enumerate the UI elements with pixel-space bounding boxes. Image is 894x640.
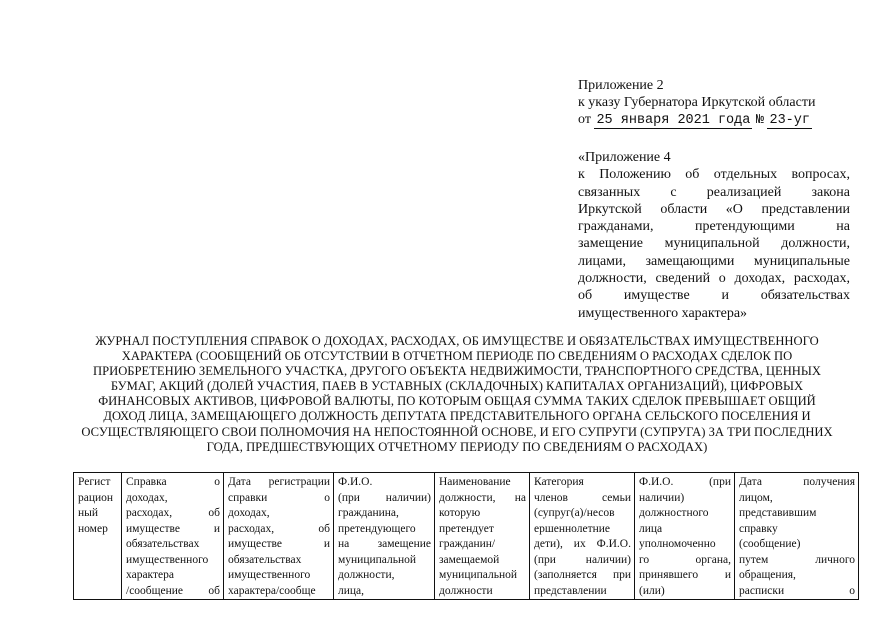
column-header-line: (супруг(а)/несов	[534, 507, 615, 519]
decree-date: 25 января 2021 года	[596, 113, 751, 128]
column-header-line: (при наличии)	[338, 491, 431, 504]
appendix4-block	[578, 149, 850, 322]
column-header-line: членов семьи	[534, 491, 631, 504]
appendix2-date-number	[578, 111, 815, 129]
column-header-line: Наименование	[439, 476, 511, 488]
column-header-line: характера	[126, 569, 174, 581]
column-header-6	[530, 473, 635, 600]
column-header-line: Дата получения	[739, 476, 855, 488]
column-header-line: доходах,	[126, 491, 168, 504]
column-header-5	[435, 473, 530, 600]
appendix4-line: замещение муниципальной должности,	[578, 236, 850, 252]
column-header-line: (или)	[639, 584, 665, 597]
column-header-line: должности	[439, 584, 493, 597]
column-header-line: Дата регистрации	[228, 476, 330, 488]
decree-number: 23-уг	[769, 113, 810, 128]
column-header-line: лица,	[338, 584, 365, 597]
column-header-line: путем личного	[739, 553, 855, 566]
column-header-line: которую	[439, 507, 481, 519]
column-header-line: доходах,	[228, 507, 270, 519]
appendix4-line: лицами, замещающими муниципальные	[578, 253, 850, 269]
column-header-line: лицом,	[739, 491, 773, 504]
column-header-line: ершеннолетние	[534, 522, 611, 535]
column-header-line: характера/сообще	[228, 584, 316, 597]
journal-title	[62, 334, 852, 455]
column-header-line: номер	[78, 522, 108, 535]
column-header-line: принявшего и	[639, 569, 731, 581]
column-header-line: имущественного	[126, 553, 209, 566]
table-header-row	[74, 473, 859, 600]
column-header-line: (сообщение)	[739, 538, 801, 550]
column-header-line: Регист	[78, 476, 111, 488]
appendix2-block	[578, 77, 815, 129]
column-header-line: имущественного	[228, 569, 311, 581]
column-header-2	[122, 473, 224, 600]
appendix4-line: об имуществе и обязательствах	[578, 288, 850, 304]
column-header-line: Справка о	[126, 476, 220, 488]
column-header-line: (при наличии)	[534, 553, 631, 566]
column-header-line: дети), их Ф.И.О.	[534, 538, 631, 550]
journal-title-line: ХАРАКТЕРА (СООБЩЕНИЙ ОБ ОТСУТСТВИИ В ОТЧЕТНОМ ПЕРИОДЕ ПО СВЕДЕНИЯМ О РАСХОДАХ СДЕЛОК ПО	[121, 349, 793, 364]
column-header-3	[224, 473, 334, 600]
appendix4-line: имущественного характера»	[578, 305, 748, 321]
column-header-line: Ф.И.О. (при	[639, 476, 731, 488]
appendix2-reference: к указу Губернатора Иркутской области	[578, 95, 816, 110]
journal-title-line: ФИНАНСОВЫХ АКТИВОВ, ЦИФРОВОЙ ВАЛЮТЫ, ПО КОТОРЫМ ОБЩАЯ СУММА ТАКИХ СДЕЛОК ПРЕВЫШАЕТ ОБЩИЙ	[98, 394, 816, 409]
from-label: от	[578, 112, 591, 127]
column-header-line: расходах, об	[228, 522, 330, 535]
journal-title-line: БУМАГ, АКЦИЙ (ДОЛЕЙ УЧАСТИЯ, ПАЕВ В УСТАВНЫХ (СКЛАДОЧНЫХ) КАПИТАЛАХ ОРГАНИЗАЦИЙ), ЦИФРОВЫХ	[110, 379, 804, 394]
column-header-line: гражданин/	[439, 538, 496, 550]
column-header-line: муниципальной	[439, 569, 518, 581]
column-header-line: ный	[78, 507, 99, 519]
column-header-line: должности, на	[439, 491, 526, 504]
appendix2-title: Приложение 2	[578, 78, 664, 93]
column-header-line: обязательствах	[126, 538, 200, 550]
column-header-line: имуществе и	[228, 538, 330, 550]
column-header-line: го органа,	[639, 553, 731, 566]
journal-title-line: ЖУРНАЛ ПОСТУПЛЕНИЯ СПРАВОК О ДОХОДАХ, РАСХОДАХ, ОБ ИМУЩЕСТВЕ И ОБЯЗАТЕЛЬСТВАХ ИМУЩЕСТВЕННОГО	[95, 334, 819, 348]
appendix4-line: к Положению об отдельных вопросах,	[578, 167, 850, 183]
appendix4-line: связанных с реализацией закона	[578, 184, 850, 200]
column-header-line: справку	[739, 522, 778, 535]
column-header-line: расходах, об	[126, 507, 220, 519]
column-header-line: лица	[639, 522, 663, 535]
column-header-line: муниципальной	[338, 553, 417, 566]
column-header-line: наличии)	[639, 491, 685, 504]
journal-title-line: ОСУЩЕСТВЛЯЮЩЕГО СВОИ ПОЛНОМОЧИЯ НА НЕПОСТОЯННОЙ ОСНОВЕ, И ЕГО СУПРУГИ (СУПРУГА) ЗА ТРИ ПОСЛЕДНИХ	[81, 424, 833, 439]
journal-title-line: ПРИОБРЕТЕНИЮ ЗЕМЕЛЬНОГО УЧАСТКА, ДРУГОГО ОБЪЕКТА НЕДВИЖИМОСТИ, ТРАНСПОРТНОГО СРЕДСТВА, ЦЕННЫХ	[93, 364, 821, 379]
appendix4-line: Иркутской области «О представлении	[578, 201, 850, 217]
column-header-line: на замещение	[338, 538, 431, 550]
column-header-line: должностного	[639, 507, 709, 519]
column-header-line: /сообщение об	[126, 584, 220, 597]
column-header-line: рацион	[78, 491, 114, 504]
column-header-line: претендующего	[338, 522, 416, 535]
column-header-4	[334, 473, 435, 600]
column-header-line: Ф.И.О.	[338, 476, 373, 488]
column-header-line: Категория	[534, 476, 584, 488]
column-header-line: расписки о	[739, 584, 855, 597]
column-header-line: гражданина,	[338, 507, 399, 519]
column-header-7	[635, 473, 735, 600]
column-header-line: замещаемой	[439, 553, 500, 566]
column-header-line: претендует	[439, 522, 494, 535]
journal-table	[73, 472, 859, 600]
journal-title-line: ДОХОД ЛИЦА, ЗАМЕЩАЮЩЕГО ДОЛЖНОСТЬ ДЕПУТАТА ПРЕДСТАВИТЕЛЬНОГО ОРГАНА СЕЛЬСКОГО ПОСЕЛЕНИЯ И	[103, 409, 811, 424]
column-header-line: обращения,	[739, 569, 796, 581]
column-header-line: должности,	[338, 569, 395, 581]
column-header-line: (заполняется при	[534, 569, 631, 581]
column-header-line: уполномоченно	[639, 538, 716, 550]
column-header-line: справки о	[228, 491, 330, 504]
column-header-line: представлении	[534, 584, 607, 597]
appendix4-line: гражданами, претендующими на	[578, 219, 850, 235]
appendix4-line: должности, сведений о доходах, расходах,	[578, 271, 850, 287]
number-sign: №	[755, 113, 764, 128]
column-header-line: представившим	[739, 507, 817, 519]
column-header-line: имуществе и	[126, 522, 220, 535]
column-header-8	[735, 473, 859, 600]
column-header-1	[74, 473, 122, 600]
appendix4-line: «Приложение 4	[578, 150, 671, 165]
journal-title-line: ГОДА, ПРЕДШЕСТВУЮЩИХ ОТЧЕТНОМУ ПЕРИОДУ ПО СВЕДЕНИЯМ О РАСХОДАХ)	[206, 439, 708, 454]
column-header-line: обязательствах	[228, 553, 302, 566]
